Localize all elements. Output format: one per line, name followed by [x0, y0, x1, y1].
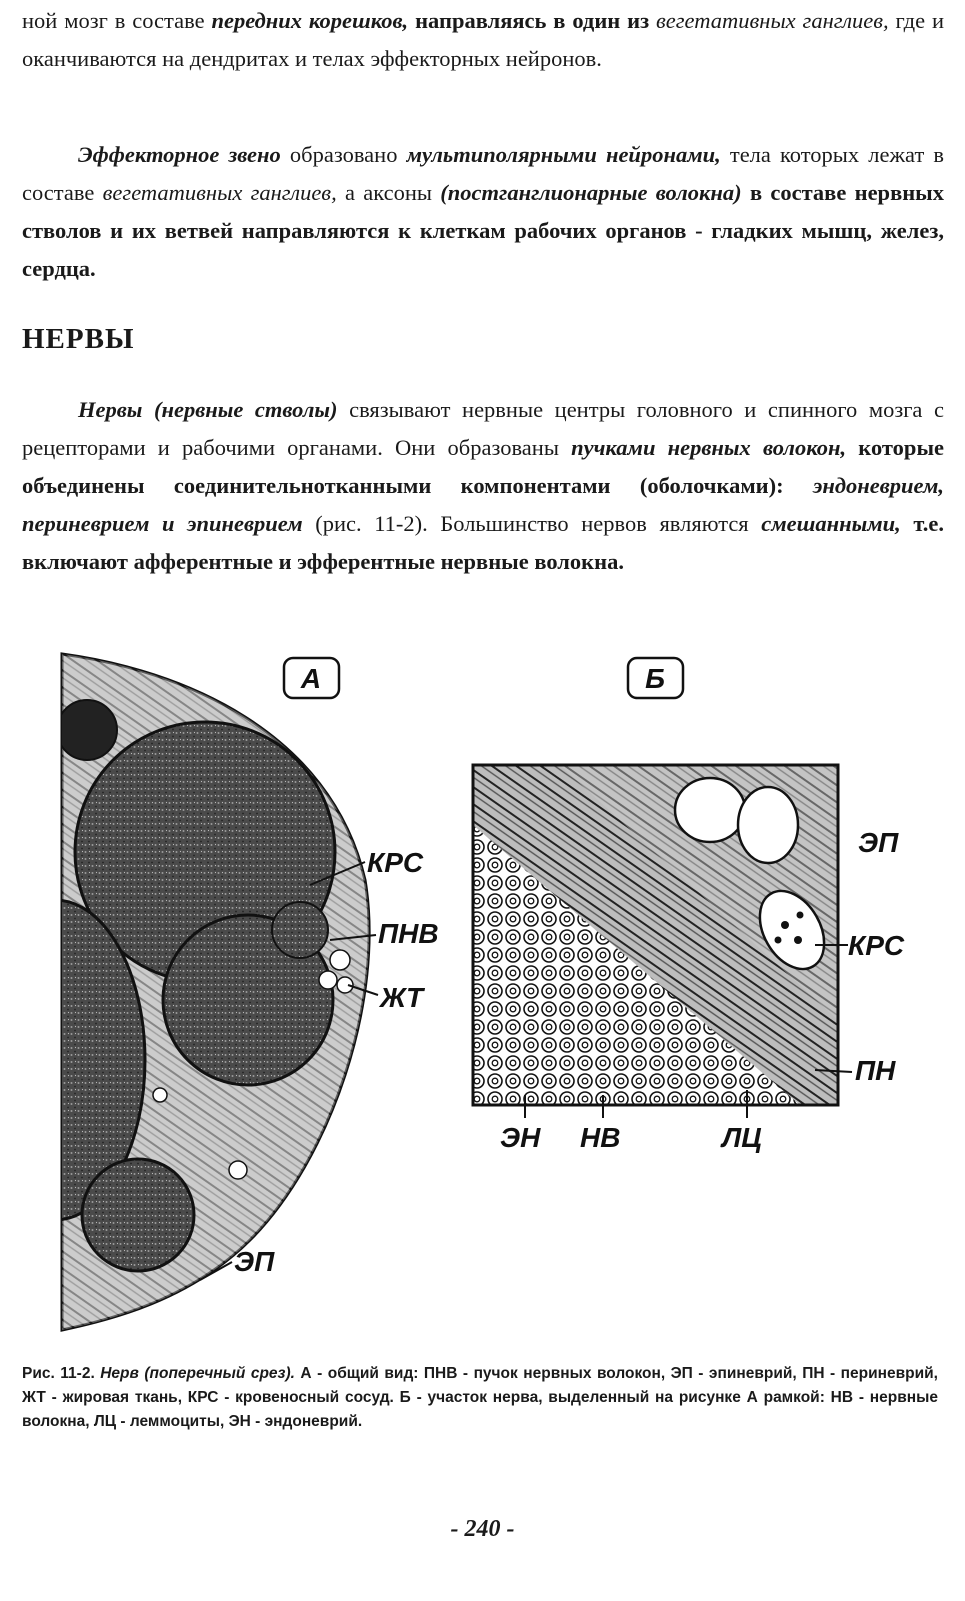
text: (рис. 11-2). Большинство нервов являются	[302, 511, 762, 536]
label-b-krs: КРС	[848, 930, 905, 961]
italic-term: пучками нервных волокон,	[571, 435, 847, 460]
page-number: - 240 -	[450, 1516, 515, 1542]
label-b-en: ЭН	[500, 1122, 541, 1153]
text: которые объединены соединительнотканными компонентами (оболочками):	[22, 435, 945, 498]
text: в составе нервных стволов и их ветвей направляются к клеткам рабочих органов - гладких мышц, желез, сердца.	[22, 180, 944, 281]
italic-term: вегетативных ганглиев,	[656, 8, 889, 33]
bold-italic-term: Нервы (нервные стволы)	[78, 397, 338, 422]
text: связывают нервные центры головного и спинного мозга с рецепторами и рабочими органами. Они образованы	[22, 397, 944, 460]
italic-term: смешанными,	[761, 511, 901, 536]
italic-term: (постганглионарные волокна)	[440, 180, 742, 205]
italic-term: эндоневрием, периневрием и эпиневрием	[22, 473, 944, 536]
section-heading: НЕРВЫ	[22, 323, 135, 355]
text: направляясь в один из	[408, 8, 657, 33]
label-b-lc: ЛЦ	[722, 1122, 762, 1153]
text: т.е. включают афферентные и эфферентные нервные волокна.	[22, 511, 944, 574]
italic-term: передних корешков,	[211, 8, 409, 33]
label-a-krs: КРС	[367, 847, 424, 878]
panel-a-label-box	[284, 658, 339, 698]
panel-b-label: Б	[645, 663, 665, 694]
caption-number: Рис. 11-2.	[22, 1365, 101, 1382]
panel-a-label: А	[300, 663, 322, 694]
panel-a-drawing	[0, 640, 400, 1340]
bold-italic-term: Эффекторное звено	[78, 142, 281, 167]
text: тела которых лежат в составе	[22, 142, 945, 205]
paragraph-1	[22, 2, 944, 78]
italic-term: вегетативных ганглиев,	[102, 180, 337, 205]
label-b-nv: НВ	[580, 1122, 621, 1153]
figure-caption	[22, 1362, 938, 1434]
caption-text: А - общий вид: ПНВ - пучок нервных волокон, ЭП - эпиневрий, ПН - периневрий, ЖТ - жировая ткань, КРС - кровеносный сосуд. Б - участок нерва, выделенный на рисунке А рамкой: НВ - нервные волокна, ЛЦ - леммоциты, ЭН - эндоневрий.	[22, 1365, 938, 1430]
label-a-pnv: ПНВ	[378, 918, 439, 949]
text: образовано	[280, 142, 407, 167]
label-b-ep: ЭП	[858, 827, 899, 858]
label-a-zht: ЖТ	[380, 982, 424, 1013]
text: ной мозг в составе	[22, 8, 212, 33]
label-b-pn: ПН	[855, 1055, 896, 1086]
paragraph-2	[22, 136, 944, 288]
italic-term: мультиполярными нейронами,	[406, 142, 721, 167]
panel-b-label-box	[628, 658, 683, 698]
panel-b-drawing	[473, 765, 838, 1105]
text: а аксоны	[336, 180, 441, 205]
label-a-ep: ЭП	[234, 1246, 275, 1277]
text: где и оканчиваются на дендритах и телах эффекторных нейронов.	[22, 8, 945, 71]
paragraph-3	[22, 391, 944, 581]
figure-11-2	[0, 640, 965, 1340]
caption-title: Нерв (поперечный срез).	[100, 1365, 295, 1382]
